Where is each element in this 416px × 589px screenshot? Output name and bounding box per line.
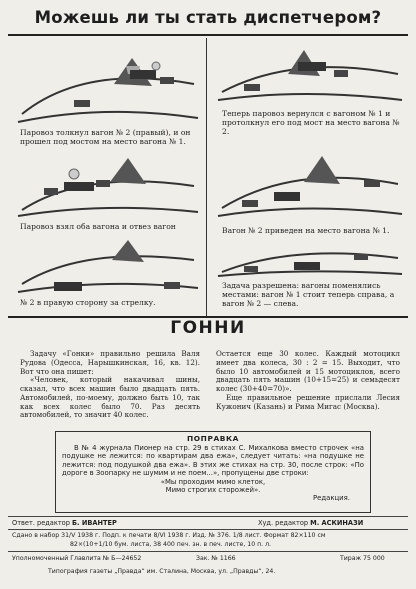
railway-illustration-3 (14, 150, 202, 220)
correction-heading: ПОПРАВКА (187, 434, 239, 443)
page-title: Можешь ли ты стать диспетчером? (34, 8, 382, 27)
printer-line: Типография газеты „Правда“ им. Сталина, Москва, ул. „Правды“, 24. (48, 568, 276, 575)
censor-number: Уполномоченный Главлита № Б—24652 (12, 555, 142, 562)
caption-step-6: Задача разрешена: вагоны поменялись местами: вагон № 1 стоит теперь справа, а вагон № 2 — слева. (222, 281, 395, 309)
caption-step-3: № 2 в правую сторону за стрелку. (20, 298, 156, 307)
caption-step-1: Паровоз толкнул вагон № 2 (правый), и он прошел под мостом на место вагона № 1. (20, 128, 191, 147)
correction-box (55, 431, 371, 513)
editor-label: Ответ. редактор (12, 519, 70, 527)
imprint-rule (8, 529, 408, 530)
title-rule (8, 34, 408, 36)
railway-illustration-2 (214, 44, 406, 106)
paragraph: Еще правильное решение прислали Лесия Кужонич (Казань) и Рима Мигас (Москва). (216, 392, 400, 411)
caption-step-5: Вагон № 2 приведен на место вагона № 1. (222, 226, 390, 235)
paragraph: «Человек, который накачивал шины, сказал, что всех машин было двадцать пять. Автомобилей, по-моему, должно быть 10, так как всех колес было 70. Раз десять автомобилей, то значит 40 колес. (20, 375, 200, 420)
railway-illustration-4 (214, 144, 406, 224)
left-column (20, 350, 200, 420)
art-editor-label: Худ. редактор (258, 519, 309, 527)
imprint-rule (8, 516, 408, 517)
correction-text (56, 443, 370, 503)
right-column (216, 350, 400, 411)
imprint-line: 82×(10+1/10 бум. листа, 38 400 печ. зн. в печ. листе, 10 п. л. (70, 541, 272, 548)
section-title: ГОННИ (170, 318, 246, 338)
correction-paragraph: В № 4 журнала Пионер на стр. 29 в стихах С. Михалкова вместо строчек «на подушке не лежится: по квартирам два ежа», следует читать: «на подушке не лежится: под подушкой два ежа». В этих же стихах на стр. 30, после строк: «По дороге в Зоопарку не шумим и не поем...», пропущены две строки: (62, 444, 364, 478)
print-run: Тираж 75 000 (340, 555, 385, 562)
art-editor-credit (258, 519, 363, 527)
editor-name: Б. ИВАНТЕР (72, 519, 117, 527)
correction-signature: Редакция. (312, 494, 350, 503)
imprint-rule (8, 551, 408, 552)
art-editor-name: М. АСКИНАЗИ (310, 519, 364, 527)
caption-step-4: Теперь паровоз вернулся с вагоном № 1 и протолкнул его под мост на место вагона № 2. (222, 109, 400, 137)
caption-step-2: Паровоз взял оба вагона и отвез вагон (20, 222, 176, 231)
poem-line: Мимо строгих сторожей». (165, 486, 261, 495)
editor-credit (12, 519, 117, 527)
paragraph: Задачу «Гонки» правильно решила Валя Рудова (Одесса, Нарышкинская, 16, кв. 12). Вот что она пишет: (20, 349, 200, 376)
poem-line: «Мы проходим мимо клеток, (160, 477, 266, 486)
railway-illustration-1 (14, 44, 202, 128)
railway-illustration-6 (214, 244, 406, 278)
order-number: Зак. № 1166 (196, 555, 236, 562)
column-divider (206, 38, 207, 316)
imprint-line: Сдано в набор 31/V 1938 г. Подп. к печати 8/VI 1938 г. Изд. № 376. 1/8 лист. Формат 82×110 см (12, 532, 326, 539)
railway-illustration-5 (14, 238, 202, 296)
paragraph: Остается еще 30 колес. Каждый мотоцикл имеет два колеса, 30 : 2 = 15. Выходит, что было 10 автомобилей и 15 мотоциклов, всего двадцать пять машин (10+15=25) и семьдесят колес (30+40=70)». (216, 349, 400, 393)
